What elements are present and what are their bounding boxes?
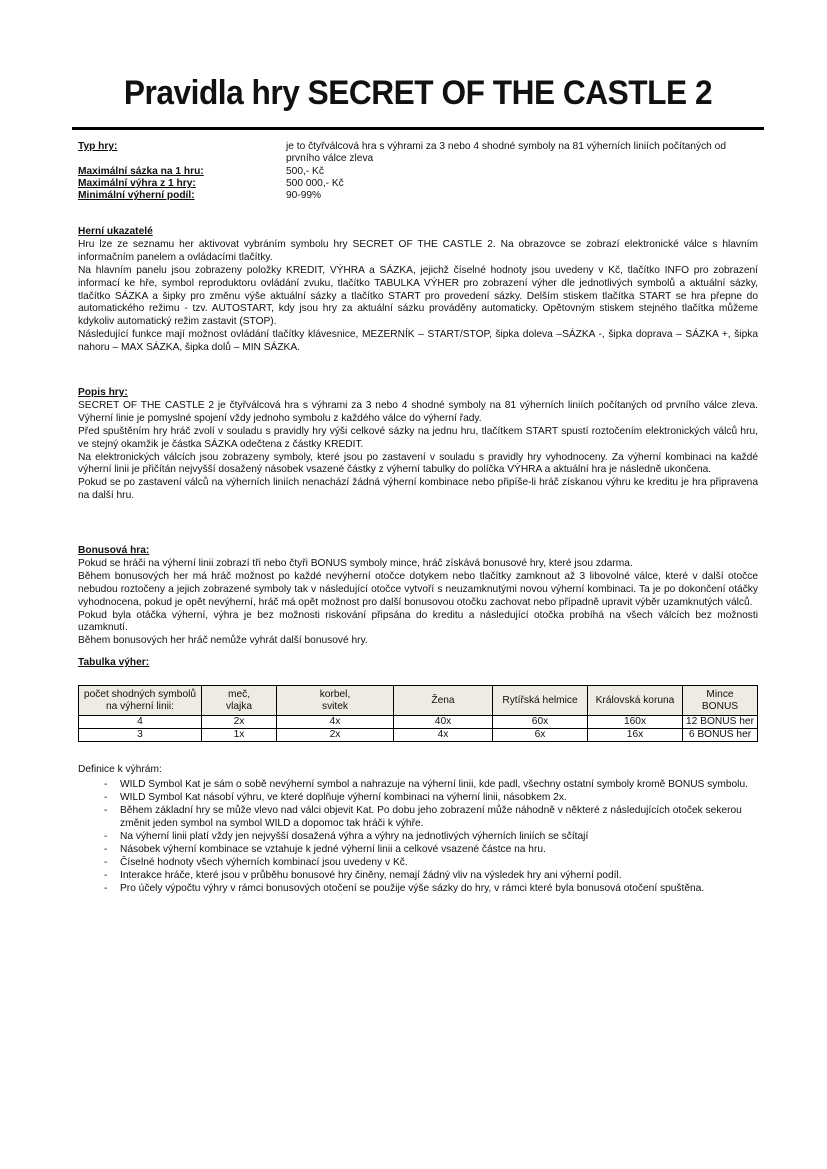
- header-coin-bonus: Mince BONUS: [683, 686, 758, 716]
- paragraph: Během bonusových her hráč nemůže vyhrát další bonusové hry.: [78, 635, 368, 647]
- paragraph: Hru lze ze seznamu her aktivovat vybráním symbolu hry SECRET OF THE CASTLE 2. Na obrazovce se zobrazí elektronické válce s hlavním informačním panelem a ovládacími tlačítky.: [78, 238, 758, 263]
- paragraph: Pokud se hráči na výherní linii zobrazí tři nebo čtyři BONUS symboly mince, hráč získává bonusové hry, které jsou zdarma.: [78, 557, 633, 569]
- paragraph: Pokud byla otáčka výherní, výhra je bez možnosti riskování připsána do kreditu a následující otočka probíhá na všech válcích bez možnosti uzamknutí.: [78, 609, 758, 634]
- paragraph: SECRET OF THE CASTLE 2 je čtyřválcová hra s výhrami za 3 nebo 4 shodné symboly na 81 výherních liniích počítaných od prvního válce zleva. Výherní linie je pomyslné spojení vždy jednoho symbolu z každého válce do výherní řady.: [78, 399, 758, 424]
- info-value: 500 000,- Kč: [286, 177, 344, 189]
- info-value: 500,- Kč: [286, 165, 324, 177]
- title-divider: [72, 127, 764, 130]
- paragraph: Před spuštěním hry hráč zvolí v souladu s pravidly hry výši celkové sázky na jednu hru, tlačítkem START spustí roztočením elektronických válců hru, ve stejný okamžik je částka SÁZKA odečtena z částky KREDIT.: [78, 425, 758, 450]
- table-cell: 12 BONUS her: [683, 716, 758, 729]
- paragraph: Následující funkce mají možnost ovládání tlačítky klávesnice, MEZERNÍK – START/STOP, šipka doleva –SÁZKA -, šipka doprava – SÁZKA +, šipka nahoru – MAX SÁZKA, šipka dolů – MIN SÁZKA.: [78, 329, 758, 354]
- paragraph: Na hlavním panelu jsou zobrazeny položky KREDIT, VÝHRA a SÁZKA, jejichž číselné hodnoty jsou uvedeny v Kč, tlačítko INFO pro zobrazení informací ke hře, symbol reproduktoru ovládání zvuku, tlačítko TABULKA VÝHER pro zobrazení výher dle jednotlivých symbolů a aktuální sázky, tlačítko SÁZKA a šipky pro změnu výše aktuální sázky a tlačítko START pro provedení sázky. Delším stiskem tlačítka START se hra přepne do automatického režimu - tzv. AUTOSTART, kdy jsou hry za aktuální sázku prováděny automaticky. Opětovným stiskem stejného tlačítka můžeme kdykoliv automatický režim zastavit (STOP).: [78, 264, 758, 328]
- section-bonus-game: [78, 545, 758, 648]
- info-value: je to čtyřválcová hra s výhrami za 3 nebo 4 shodné symboly na 81 výherních liniích počítaných od prvního válce zleva: [286, 141, 726, 165]
- section-game-indicators: [78, 226, 758, 355]
- info-row-max-bet: [78, 166, 758, 178]
- info-row-max-win: [78, 178, 758, 190]
- bullet-dash: -: [104, 857, 108, 868]
- definitions-list: [78, 778, 768, 895]
- table-cell: 16x: [588, 729, 683, 742]
- info-label: Typ hry:: [78, 141, 118, 152]
- section-heading: Herní ukazatelé: [78, 226, 153, 237]
- table-cell: 40x: [394, 716, 493, 729]
- info-value: 90-99%: [286, 190, 322, 202]
- section-paytable: [78, 657, 758, 670]
- table-cell: 3: [79, 729, 202, 742]
- table-cell: 1x: [202, 729, 277, 742]
- section-heading: Popis hry:: [78, 387, 128, 398]
- table-cell: 6x: [493, 729, 588, 742]
- list-item: - WILD Symbol Kat násobí výhru, ve které doplňuje výherní kombinaci na výherní linii, násobkem 2x.: [104, 792, 567, 803]
- section-game-description: [78, 387, 758, 503]
- bullet-dash: -: [104, 831, 108, 842]
- definitions-heading: Definice k výhrám:: [78, 764, 162, 775]
- header-sword-flag: meč, vlajka: [202, 686, 277, 716]
- info-label: Minimální výherní podíl:: [78, 190, 195, 202]
- table-cell: 2x: [277, 729, 394, 742]
- list-item: - Násobek výherní kombinace se vztahuje k jedné výherní linii a celkové vsazené částce na hru.: [104, 844, 546, 855]
- bullet-dash: -: [104, 805, 108, 816]
- bullet-dash: -: [104, 779, 108, 790]
- header-woman: Žena: [394, 686, 493, 716]
- bullet-dash: -: [104, 792, 108, 803]
- info-row-min-payout: [78, 190, 758, 202]
- section-heading: Tabulka výher:: [78, 657, 150, 668]
- win-definitions: [78, 763, 768, 895]
- list-item: - WILD Symbol Kat je sám o sobě nevýherní symbol a nahrazuje na výherní linii, kde padl, všechny ostatní symboly kromě BONUS symbolu.: [104, 779, 748, 790]
- table-cell: 2x: [202, 716, 277, 729]
- list-item: - Pro účely výpočtu výhry v rámci bonusových otočení se použije výše sázky do hry, v rámci které byla bonusová otočení spuštěna.: [104, 883, 705, 894]
- paragraph: Pokud se po zastavení válců na výherních liniích nenachází žádná výherní kombinace nebo připíše-li hráč získanou výhru ke kreditu je hra připravena na další hru.: [78, 477, 758, 502]
- info-row-type: [78, 141, 758, 166]
- game-info: [78, 141, 758, 202]
- paragraph: Na elektronických válcích jsou zobrazeny symboly, které jsou po zastavení v souladu s pravidly hry vyhodnoceny. Za výherní kombinaci na každé výherní linii je přičítán nejvyšší dosažený násobek vsazené částky z výherní tabulky do políčka VÝHRA a aktuální hra je následně ukončena.: [78, 451, 758, 476]
- list-item: - Číselné hodnoty všech výherních kombinací jsou uvedeny v Kč.: [104, 857, 408, 868]
- section-heading: Bonusová hra:: [78, 545, 150, 556]
- paytable: [78, 685, 758, 742]
- table-cell: 6 BONUS her: [683, 729, 758, 742]
- table-cell: 4: [79, 716, 202, 729]
- table-cell: 4x: [394, 729, 493, 742]
- list-item: - Během základní hry se může vlevo nad válci objevit Kat. Po dobu jeho zobrazení může náhodně v některé z následujících otoček sekerou změnit jeden symbol na symbol WILD a dopomoc tak hráči k výhře.: [104, 805, 742, 829]
- table-cell: 60x: [493, 716, 588, 729]
- bullet-dash: -: [104, 883, 108, 894]
- paytable-header-row: [79, 686, 758, 716]
- header-symbol-count: počet shodných symbolů na výherní linii:: [79, 686, 202, 716]
- list-item: - Interakce hráče, které jsou v průběhu bonusové hry činěny, nemají žádný vliv na výsledek hry ani výherní podíl.: [104, 870, 622, 881]
- bullet-dash: -: [104, 844, 108, 855]
- table-row: [79, 729, 758, 742]
- header-tankard-scroll: korbel, svitek: [277, 686, 394, 716]
- info-label: Maximální sázka na 1 hru:: [78, 165, 204, 177]
- table-cell: 4x: [277, 716, 394, 729]
- header-knight-helmet: Rytířská helmice: [493, 686, 588, 716]
- paragraph: Během bonusových her má hráč možnost po každé nevýherní otočce dotykem nebo tlačítky zamknout až 3 libovolné válce, které v další otočce nebudou roztočeny a jejich zobrazené symboly tak v následující otočce vytvoří s neuzamknutými novou výherní kombinaci. Ta je po dokončení otáčky vyhodnocena, pokud je opět nevýherní, hráč má opět možnost pro další bonusovou otočku zachovat nebo případně upravit výběr uzamknutých válců.: [78, 570, 758, 608]
- list-item: - Na výherní linii platí vždy jen nejvyšší dosažená výhra a výhry na jednotlivých výherních liniích se sčítají: [104, 831, 589, 842]
- info-label: Maximální výhra z 1 hry:: [78, 177, 196, 189]
- header-royal-crown: Královská koruna: [588, 686, 683, 716]
- bullet-dash: -: [104, 870, 108, 881]
- table-row: [79, 716, 758, 729]
- page-title: Pravidla hry SECRET OF THE CASTLE 2: [123, 74, 713, 112]
- table-cell: 160x: [588, 716, 683, 729]
